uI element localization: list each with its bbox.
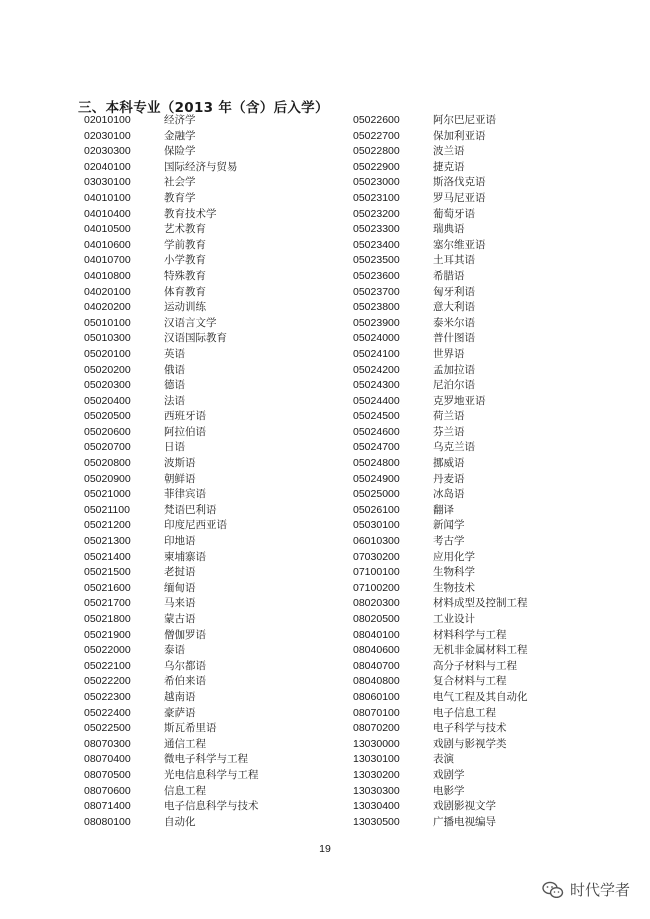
major-row <box>84 129 259 145</box>
major-row <box>353 799 528 815</box>
major-name: 工业设计 <box>433 613 475 625</box>
major-code: 05022700 <box>353 129 400 142</box>
major-row <box>84 378 259 394</box>
major-row <box>84 518 259 534</box>
major-name: 希腊语 <box>433 269 465 282</box>
major-code: 08080100 <box>84 815 131 828</box>
major-name: 复合材料与工程 <box>433 675 507 688</box>
major-code: 05023900 <box>353 316 400 329</box>
major-name: 信息工程 <box>164 784 206 797</box>
major-code: 05025000 <box>353 488 400 501</box>
major-code: 08070600 <box>84 784 131 797</box>
major-code: 05023600 <box>353 269 400 282</box>
major-name: 塞尔维亚语 <box>433 238 486 251</box>
major-name: 生物科学 <box>433 566 475 579</box>
major-name: 西班牙语 <box>164 410 206 423</box>
major-code: 05024600 <box>353 425 400 438</box>
major-code: 05021800 <box>84 613 131 625</box>
major-row <box>84 674 259 690</box>
major-name: 体育教育 <box>164 285 206 298</box>
major-name: 菲律宾语 <box>164 488 206 501</box>
major-name: 运动训练 <box>164 301 206 314</box>
major-code: 08040100 <box>353 628 400 641</box>
major-row <box>353 409 528 425</box>
major-name: 丹麦语 <box>433 472 465 485</box>
major-row <box>353 331 528 347</box>
major-row <box>353 581 528 597</box>
major-name: 俄语 <box>164 363 185 376</box>
major-name: 印度尼西亚语 <box>164 519 227 532</box>
major-code: 13030400 <box>353 800 400 813</box>
major-code: 05024800 <box>353 457 400 470</box>
major-name: 电影学 <box>433 784 465 797</box>
major-row <box>353 394 528 410</box>
major-name: 阿尔巴尼亚语 <box>433 114 496 126</box>
major-name: 艺术教育 <box>164 223 206 236</box>
major-row <box>353 347 528 363</box>
major-code: 08071400 <box>84 800 131 813</box>
major-code: 05020200 <box>84 363 131 376</box>
major-row <box>353 207 528 223</box>
major-code: 08070100 <box>353 706 400 719</box>
major-name: 日语 <box>164 441 185 454</box>
major-name: 世界语 <box>433 347 465 360</box>
major-name: 克罗地亚语 <box>433 394 486 407</box>
major-code: 05022800 <box>353 145 400 158</box>
major-name: 表演 <box>433 753 454 766</box>
major-code: 05024100 <box>353 347 400 360</box>
major-name: 英语 <box>164 347 185 360</box>
watermark-text: 时代学者 <box>569 881 630 899</box>
major-row <box>84 316 259 332</box>
major-code: 04010700 <box>84 254 131 267</box>
major-row <box>84 752 259 768</box>
major-name: 葡萄牙语 <box>433 207 475 220</box>
major-code: 05022600 <box>353 114 400 126</box>
major-row <box>84 565 259 581</box>
major-row <box>84 628 259 644</box>
major-code: 06010300 <box>353 535 400 548</box>
major-code: 05020800 <box>84 457 131 470</box>
major-name: 法语 <box>164 394 185 407</box>
major-row <box>84 456 259 472</box>
major-code: 04020100 <box>84 285 131 298</box>
major-row <box>353 612 528 628</box>
major-code: 05022000 <box>84 644 131 657</box>
major-name: 戏剧学 <box>433 768 465 781</box>
major-row <box>84 300 259 316</box>
major-name: 光电信息科学与工程 <box>164 768 259 781</box>
major-name: 社会学 <box>164 176 196 189</box>
major-row <box>84 706 259 722</box>
major-row <box>84 784 259 800</box>
major-row <box>353 113 528 129</box>
major-name: 汉语言文学 <box>164 316 217 329</box>
major-code: 05022500 <box>84 722 131 735</box>
major-code: 05030100 <box>353 519 400 532</box>
major-code: 04020200 <box>84 301 131 314</box>
major-row <box>84 238 259 254</box>
major-row <box>353 721 528 737</box>
major-code: 04010100 <box>84 191 131 204</box>
major-name: 小学教育 <box>164 254 206 267</box>
major-name: 孟加拉语 <box>433 363 475 376</box>
major-name: 缅甸语 <box>164 581 196 594</box>
major-row <box>353 269 528 285</box>
major-name: 电子信息工程 <box>433 706 496 719</box>
major-row <box>353 643 528 659</box>
major-code: 05024300 <box>353 379 400 392</box>
major-name: 教育技术学 <box>164 207 217 220</box>
major-name: 朝鲜语 <box>164 472 196 485</box>
major-code: 03030100 <box>84 176 131 189</box>
major-row <box>84 160 259 176</box>
major-row <box>84 425 259 441</box>
major-code: 05024500 <box>353 410 400 423</box>
major-row <box>353 674 528 690</box>
major-code: 13030500 <box>353 815 400 828</box>
major-name: 新闻学 <box>433 519 465 532</box>
major-name: 阿拉伯语 <box>164 425 206 438</box>
major-row <box>353 737 528 753</box>
major-name: 斯瓦希里语 <box>164 722 217 735</box>
major-name: 生物技术 <box>433 581 475 594</box>
major-row <box>353 472 528 488</box>
major-name: 翻译 <box>433 503 454 516</box>
major-row <box>353 238 528 254</box>
major-name: 芬兰语 <box>433 425 465 438</box>
major-code: 02030300 <box>84 145 131 158</box>
major-name: 尼泊尔语 <box>433 379 475 392</box>
major-code: 05022900 <box>353 160 400 173</box>
major-name: 挪威语 <box>433 457 465 470</box>
major-row <box>353 659 528 675</box>
major-name: 土耳其语 <box>433 254 475 267</box>
major-row <box>84 768 259 784</box>
major-code: 05020400 <box>84 394 131 407</box>
major-code: 07100200 <box>353 581 400 594</box>
major-name: 冰岛语 <box>433 488 465 501</box>
major-name: 金融学 <box>164 129 196 142</box>
major-code: 05021500 <box>84 566 131 579</box>
major-name: 波兰语 <box>433 145 465 158</box>
major-row <box>84 175 259 191</box>
major-code: 05010300 <box>84 332 131 345</box>
major-name: 斯洛伐克语 <box>433 176 486 189</box>
major-code: 05024700 <box>353 441 400 454</box>
major-row <box>353 534 528 550</box>
major-name: 自动化 <box>164 815 196 828</box>
major-code: 05021200 <box>84 519 131 532</box>
major-code: 05021000 <box>84 488 131 501</box>
major-row <box>353 706 528 722</box>
major-code: 04010500 <box>84 223 131 236</box>
major-row <box>84 596 259 612</box>
major-name: 材料成型及控制工程 <box>433 597 528 610</box>
major-code: 08060100 <box>353 690 400 703</box>
major-code: 05021600 <box>84 581 131 594</box>
major-name: 考古学 <box>433 535 465 548</box>
major-code: 08070400 <box>84 753 131 766</box>
major-name: 微电子科学与工程 <box>164 753 248 766</box>
major-row <box>84 394 259 410</box>
right-column <box>353 113 528 830</box>
major-name: 印地语 <box>164 535 196 548</box>
major-row <box>84 815 259 831</box>
major-row <box>84 191 259 207</box>
major-code: 05021900 <box>84 628 131 641</box>
major-code: 08040800 <box>353 675 400 688</box>
left-column <box>84 113 259 830</box>
major-code: 08070300 <box>84 737 131 750</box>
major-code: 05023200 <box>353 207 400 220</box>
major-row <box>84 440 259 456</box>
major-row <box>84 503 259 519</box>
major-code: 08070500 <box>84 768 131 781</box>
major-row <box>353 144 528 160</box>
major-code: 05024000 <box>353 332 400 345</box>
major-row <box>353 160 528 176</box>
major-row <box>353 596 528 612</box>
major-row <box>353 690 528 706</box>
major-row <box>84 487 259 503</box>
major-row <box>353 316 528 332</box>
major-code: 08040600 <box>353 644 400 657</box>
major-row <box>84 643 259 659</box>
major-name: 马来语 <box>164 597 196 610</box>
major-code: 05023500 <box>353 254 400 267</box>
major-name: 汉语国际教育 <box>164 332 227 345</box>
major-code: 05022300 <box>84 690 131 703</box>
major-name: 保加利亚语 <box>433 129 486 142</box>
major-row <box>84 113 259 129</box>
major-row <box>84 690 259 706</box>
major-name: 荷兰语 <box>433 410 465 423</box>
major-row <box>84 144 259 160</box>
major-code: 05022200 <box>84 675 131 688</box>
major-code: 05023400 <box>353 238 400 251</box>
major-code: 04010400 <box>84 207 131 220</box>
major-code: 05021400 <box>84 550 131 563</box>
major-name: 国际经济与贸易 <box>164 160 238 173</box>
major-code: 08020300 <box>353 597 400 610</box>
major-code: 05020300 <box>84 379 131 392</box>
major-code: 05022100 <box>84 659 131 672</box>
major-name: 材料科学与工程 <box>433 628 507 641</box>
major-row <box>84 347 259 363</box>
major-code: 13030200 <box>353 768 400 781</box>
major-row <box>353 768 528 784</box>
major-row <box>353 363 528 379</box>
major-name: 僧伽罗语 <box>164 628 206 641</box>
major-code: 04010600 <box>84 238 131 251</box>
major-row <box>84 207 259 223</box>
major-name: 泰米尔语 <box>433 316 475 329</box>
major-row <box>353 175 528 191</box>
major-name: 电子信息科学与技术 <box>164 800 259 813</box>
major-row <box>353 222 528 238</box>
wechat-icon <box>542 881 564 899</box>
major-name: 匈牙利语 <box>433 285 475 298</box>
major-name: 学前教育 <box>164 238 206 251</box>
major-code: 05021700 <box>84 597 131 610</box>
major-name: 电气工程及其自动化 <box>433 690 528 703</box>
major-code: 05020900 <box>84 472 131 485</box>
major-row <box>353 784 528 800</box>
major-row <box>353 503 528 519</box>
major-code: 08040700 <box>353 659 400 672</box>
major-code: 13030100 <box>353 753 400 766</box>
major-code: 05024900 <box>353 472 400 485</box>
major-code: 02030100 <box>84 129 131 142</box>
major-code: 05026100 <box>353 503 400 516</box>
major-code: 08070200 <box>353 722 400 735</box>
major-name: 捷克语 <box>433 160 465 173</box>
major-row <box>84 581 259 597</box>
major-row <box>84 409 259 425</box>
major-row <box>353 815 528 831</box>
major-name: 梵语巴利语 <box>164 503 217 516</box>
major-name: 广播电视编导 <box>433 815 496 828</box>
major-row <box>353 518 528 534</box>
major-code: 05023100 <box>353 191 400 204</box>
major-name: 普什图语 <box>433 332 475 345</box>
major-name: 意大利语 <box>433 301 475 314</box>
major-row <box>84 222 259 238</box>
major-code: 05023700 <box>353 285 400 298</box>
major-row <box>84 612 259 628</box>
major-row <box>84 534 259 550</box>
major-name: 豪萨语 <box>164 706 196 719</box>
major-row <box>353 285 528 301</box>
major-row <box>84 659 259 675</box>
major-name: 乌尔都语 <box>164 659 206 672</box>
major-row <box>353 129 528 145</box>
major-code: 05023000 <box>353 176 400 189</box>
major-name: 应用化学 <box>433 550 475 563</box>
major-row <box>353 550 528 566</box>
major-name: 教育学 <box>164 191 196 204</box>
section-title: 三、本科专业（2013 年（含）后入学） <box>78 100 329 116</box>
major-code: 02010100 <box>84 114 131 126</box>
major-name: 特殊教育 <box>164 269 206 282</box>
major-code: 13030000 <box>353 737 400 750</box>
major-row <box>353 425 528 441</box>
major-row <box>84 799 259 815</box>
major-row <box>84 472 259 488</box>
major-name: 电子科学与技术 <box>433 722 507 735</box>
major-code: 05022400 <box>84 706 131 719</box>
major-row <box>353 191 528 207</box>
major-row <box>353 253 528 269</box>
major-name: 波斯语 <box>164 457 196 470</box>
major-name: 戏剧与影视学类 <box>433 737 507 750</box>
major-name: 经济学 <box>164 114 196 126</box>
major-name: 德语 <box>164 379 185 392</box>
major-name: 瑞典语 <box>433 223 465 236</box>
major-name: 老挝语 <box>164 566 196 579</box>
major-row <box>84 269 259 285</box>
major-name: 通信工程 <box>164 737 206 750</box>
major-row <box>84 550 259 566</box>
major-code: 07030200 <box>353 550 400 563</box>
major-code: 05020100 <box>84 347 131 360</box>
major-name: 希伯来语 <box>164 675 206 688</box>
major-code: 08020500 <box>353 613 400 625</box>
major-code: 05021100 <box>84 503 130 516</box>
page-number: 19 <box>319 843 331 855</box>
major-row <box>84 285 259 301</box>
major-name: 乌克兰语 <box>433 441 475 454</box>
major-name: 保险学 <box>164 145 196 158</box>
major-name: 柬埔寨语 <box>164 550 206 563</box>
major-code: 13030300 <box>353 784 400 797</box>
major-code: 04010800 <box>84 269 131 282</box>
major-code: 05010100 <box>84 316 131 329</box>
major-name: 越南语 <box>164 690 196 703</box>
major-row <box>353 752 528 768</box>
major-row <box>353 487 528 503</box>
watermark <box>542 879 630 900</box>
major-row <box>84 721 259 737</box>
major-row <box>84 737 259 753</box>
major-name: 罗马尼亚语 <box>433 191 486 204</box>
major-row <box>353 565 528 581</box>
major-row <box>84 253 259 269</box>
major-row <box>353 440 528 456</box>
major-row <box>353 456 528 472</box>
major-code: 05024400 <box>353 394 400 407</box>
major-code: 05021300 <box>84 535 131 548</box>
major-name: 蒙古语 <box>164 613 196 625</box>
major-code: 07100100 <box>353 566 400 579</box>
major-name: 无机非金属材料工程 <box>433 644 528 657</box>
major-row <box>84 331 259 347</box>
major-row <box>84 363 259 379</box>
major-code: 05020600 <box>84 425 131 438</box>
major-code: 05023800 <box>353 301 400 314</box>
major-row <box>353 628 528 644</box>
major-code: 02040100 <box>84 160 131 173</box>
major-code: 05024200 <box>353 363 400 376</box>
major-code: 05023300 <box>353 223 400 236</box>
major-code: 05020500 <box>84 410 131 423</box>
major-name: 戏剧影视文学 <box>433 800 496 813</box>
major-row <box>353 378 528 394</box>
major-name: 泰语 <box>164 644 185 657</box>
major-name: 高分子材料与工程 <box>433 659 517 672</box>
major-row <box>353 300 528 316</box>
major-code: 05020700 <box>84 441 131 454</box>
